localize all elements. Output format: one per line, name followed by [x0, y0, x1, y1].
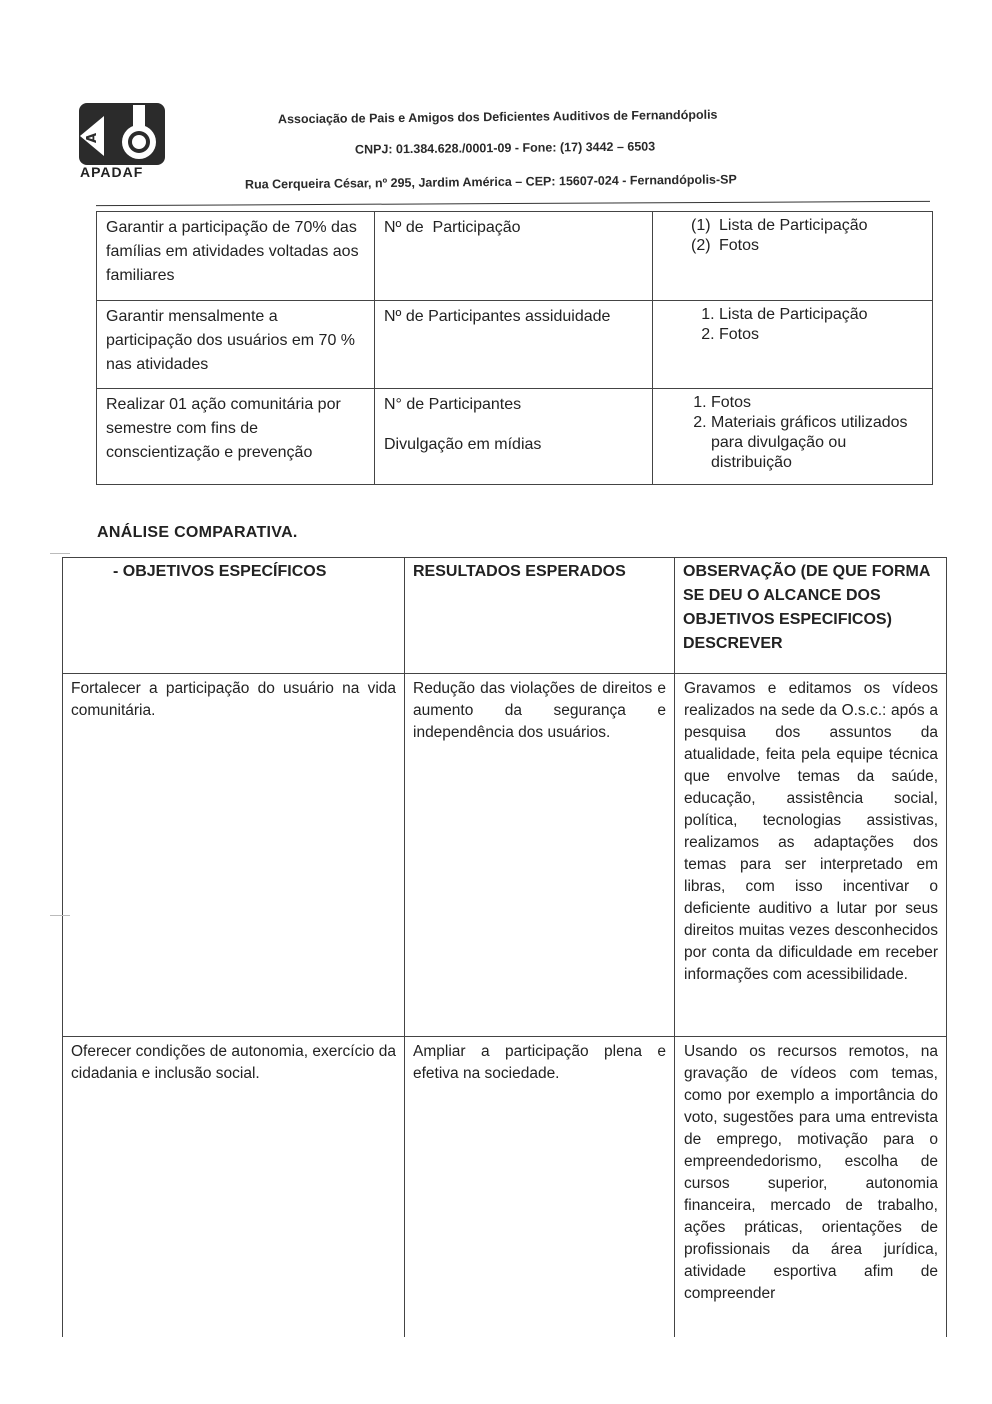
objective-cell: Fortalecer a participação do usuário na vida comunitária.: [63, 674, 405, 1037]
table-header-row: [63, 558, 947, 674]
objective-cell: Oferecer condições de autonomia, exercício da cidadania e inclusão social.: [63, 1037, 405, 1357]
indicator-text: N° de Participantes: [384, 396, 522, 413]
section-title: ANÁLISE COMPARATIVA.: [97, 524, 298, 541]
apadaf-logo-icon: [78, 102, 166, 166]
indicator-text: Nº de Participação: [384, 219, 521, 236]
goal-cell: Realizar 01 ação comunitária por semestre com fins de conscientização e prevenção: [97, 389, 375, 485]
observation-cell: Usando os recursos remotos, na gravação de vídeos com temas, como por exemplo a importância do voto, sugestões para uma entrevista de emprego, motivação para o empreendedorismo, escolha de cursos superior, autonomia financeira, mercado de trabalho, ações práticas, orientações de profissionais da área jurídica, atividade esportiva afim de compreender: [675, 1037, 947, 1357]
verification-list: [661, 305, 923, 345]
list-item: 1. Fotos: [711, 393, 923, 413]
organization-address: Rua Cerqueira César, nº 295, Jardim América – CEP: 15607-024 - Fernandópolis-SP: [244, 172, 737, 192]
table-row: [97, 212, 933, 301]
column-header-results: RESULTADOS ESPERADOS: [405, 558, 675, 674]
organization-contact: CNPJ: 01.384.628./0001-09 - Fone: (17) 3442 – 6503: [354, 139, 656, 157]
table-row: [97, 389, 933, 485]
table-row: [97, 301, 933, 389]
table-row: [63, 1037, 947, 1357]
goal-cell: Garantir mensalmente a participação dos usuários em 70 % nas atividades: [97, 301, 375, 389]
page-cutoff: [60, 1337, 950, 1404]
indicator-text-secondary: Divulgação em mídias: [384, 436, 542, 453]
list-item: 2. Fotos: [719, 325, 923, 345]
list-item: (1) Lista de Participação: [691, 217, 868, 234]
indicator-cell: [375, 301, 653, 389]
table-row: [63, 674, 947, 1037]
result-cell: Ampliar a participação plena e efetiva na sociedade.: [405, 1037, 675, 1357]
svg-text:A: A: [85, 132, 100, 143]
logo-text: APADAF: [80, 164, 144, 180]
verification-cell: [653, 212, 933, 301]
indicator-cell: [375, 389, 653, 485]
column-header-observation: OBSERVAÇÃO (DE QUE FORMA SE DEU O ALCANCE DOS OBJETIVOS ESPECIFICOS) DESCREVER: [675, 558, 947, 674]
indicator-cell: [375, 212, 653, 301]
list-item: 2. Materiais gráficos utilizados para divulgação ou distribuição: [711, 413, 923, 473]
list-item: (2) Fotos: [691, 237, 760, 254]
goal-cell: Garantir a participação de 70% das famílias em atividades voltadas aos familiares: [97, 212, 375, 301]
header-divider: [96, 201, 930, 206]
list-item: 1. Lista de Participação: [719, 305, 923, 325]
scan-margin-mark: [50, 553, 70, 554]
organization-name: Associação de Pais e Amigos dos Deficientes Auditivos de Fernandópolis: [277, 107, 718, 127]
verification-list: [691, 216, 923, 256]
observation-cell: Gravamos e editamos os vídeos realizados na sede da O.s.c.: após a pesquisa dos assuntos da atualidade, feita pela equipe técnica que envolve temas da saúde, educação, assistência social, política, tecnologias assistivas, realizamos as adaptações dos temas para ser interpretado em libras, com isso incentivar o deficiente auditivo a lutar por seus direitos muitas vezes desconhecidos por conta da dificuldade em receber informações com acessibilidade.: [675, 674, 947, 1037]
column-header-objectives: - OBJETIVOS ESPECÍFICOS: [63, 558, 405, 674]
comparative-analysis-table: [62, 557, 947, 1357]
indicator-text: Nº de Participantes assiduidade: [384, 308, 611, 325]
verification-list: [661, 393, 923, 473]
organization-logo: [78, 102, 168, 182]
indicators-table: [96, 211, 933, 485]
verification-cell: [653, 389, 933, 485]
result-cell: Redução das violações de direitos e aumento da segurança e independência dos usuários.: [405, 674, 675, 1037]
scan-margin-mark: [50, 915, 70, 916]
verification-cell: [653, 301, 933, 389]
